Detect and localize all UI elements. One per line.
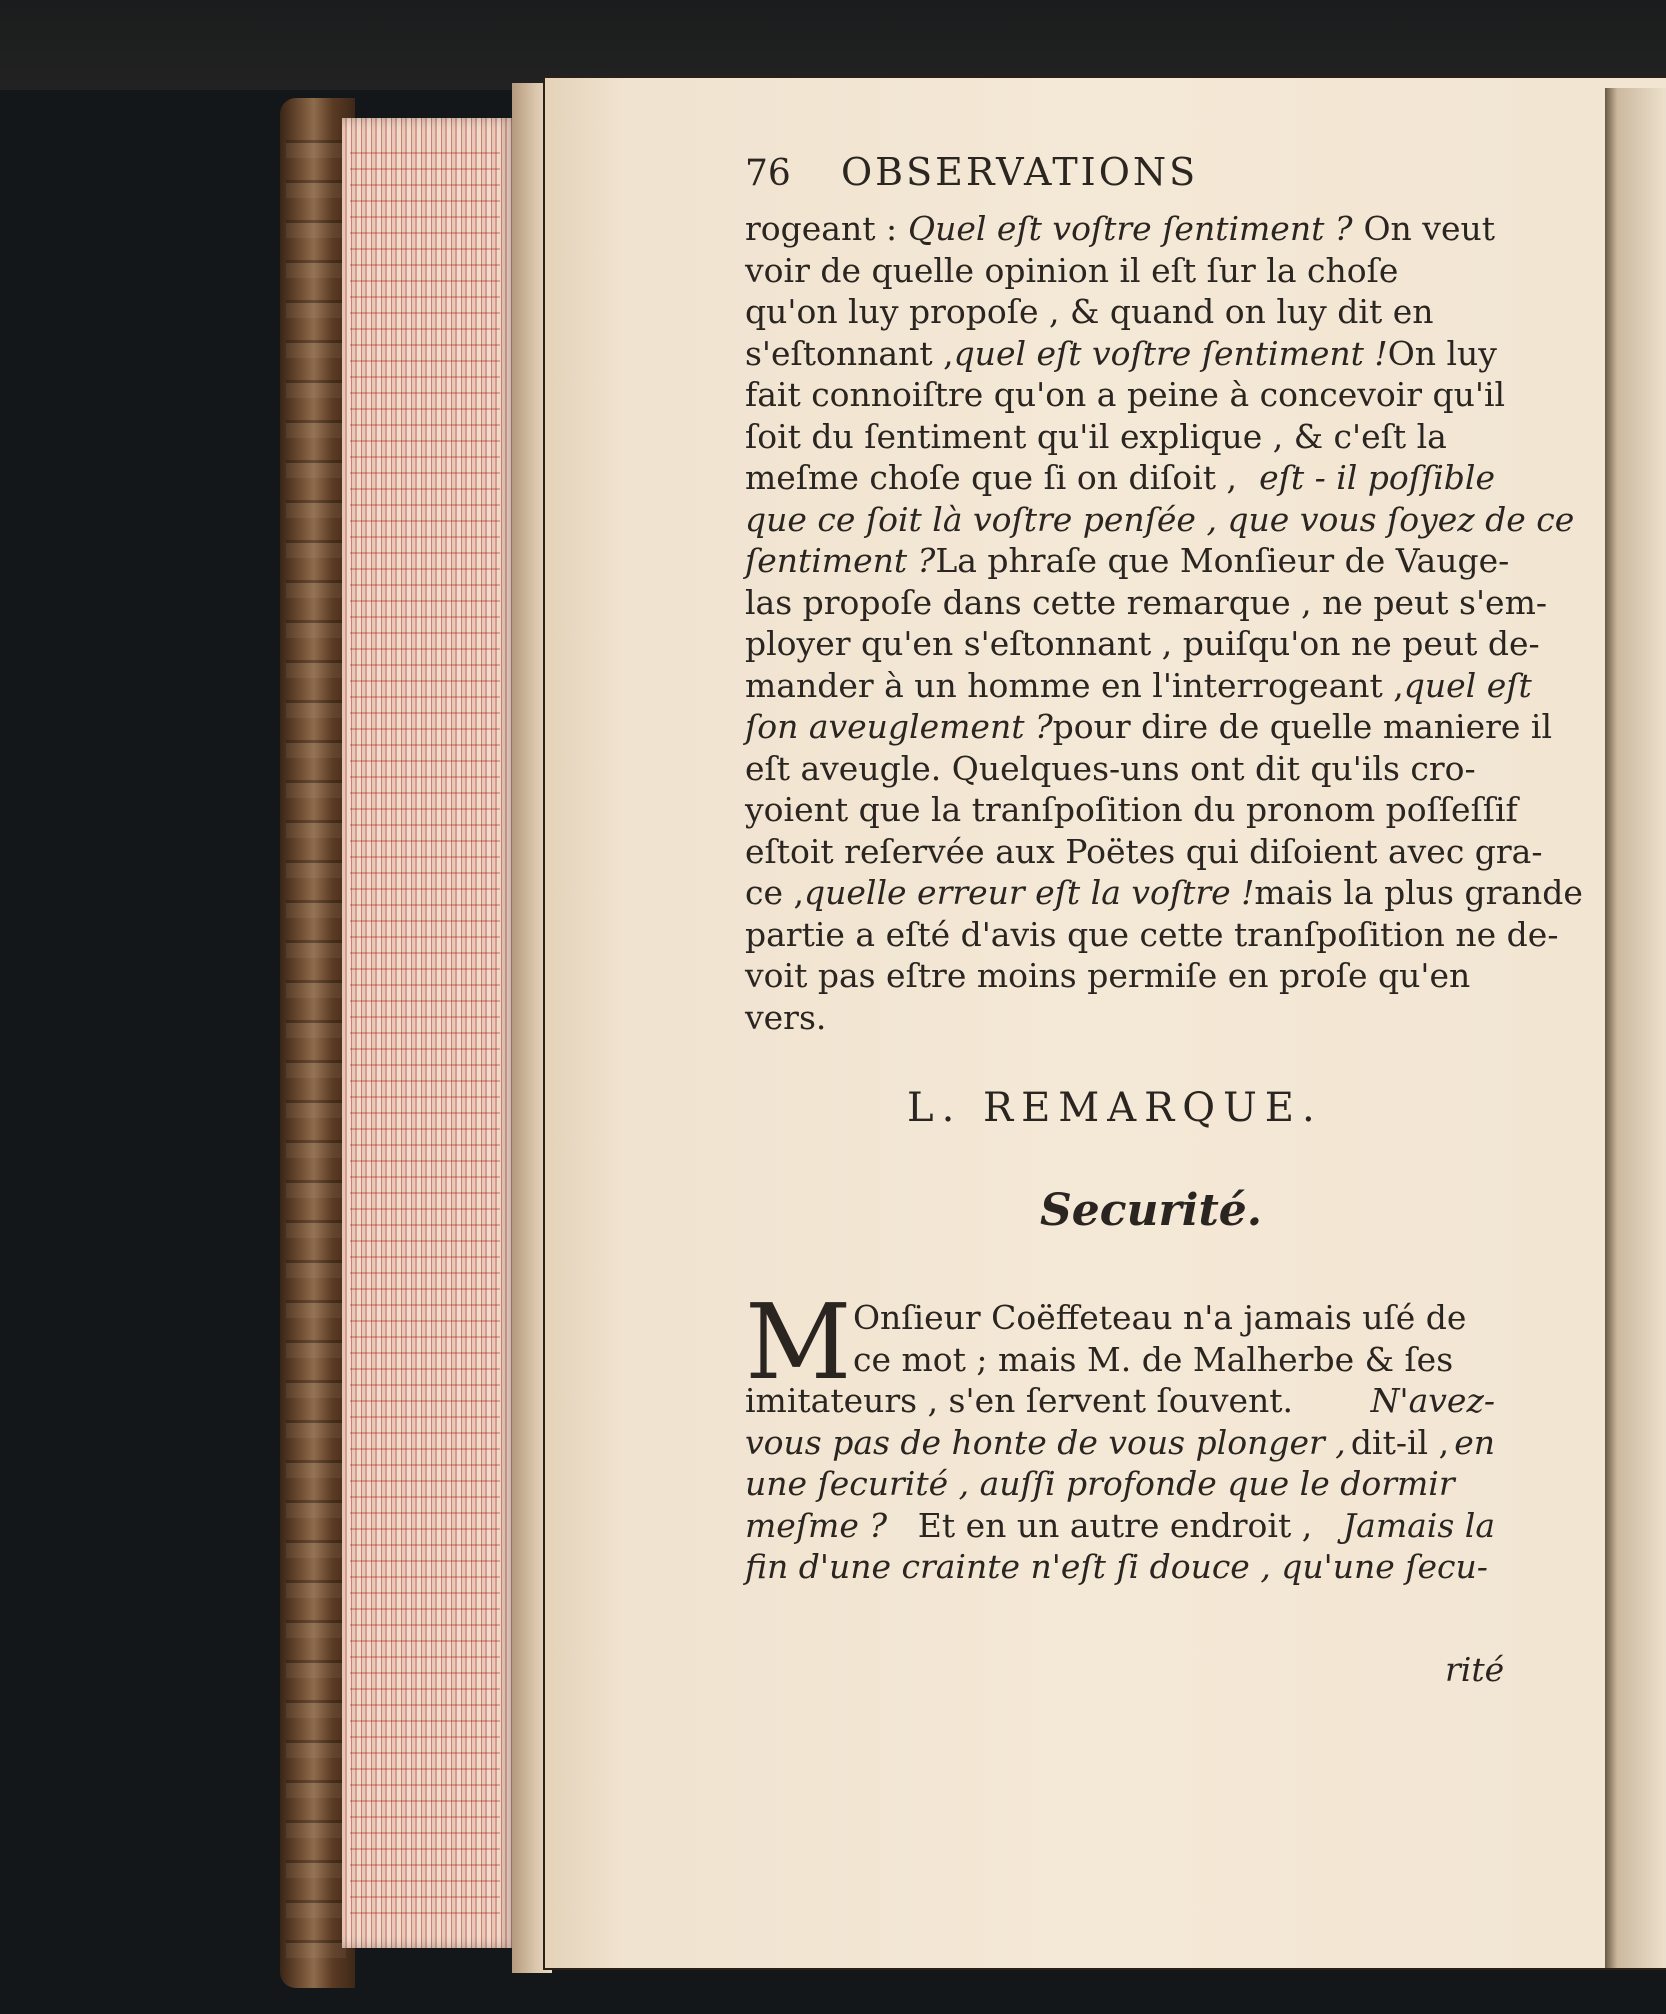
text-line — [745, 1297, 1495, 1339]
text-line — [745, 1463, 1495, 1505]
text-run: partie a eſté d'avis que cette tranſpoſition ne de- — [745, 914, 1559, 954]
text-line — [745, 582, 1548, 624]
catchword: rité — [1445, 1650, 1505, 1689]
italic-run: ſentiment ? — [745, 541, 936, 580]
text-line — [745, 291, 1495, 333]
second-paragraph — [745, 1297, 1495, 1588]
text-line — [745, 333, 1495, 375]
text-run: ployer qu'en s'eſtonnant , puiſqu'on ne peut de- — [745, 624, 1540, 663]
cover-texture — [286, 118, 346, 1958]
text-line — [745, 623, 1540, 665]
text-line — [745, 208, 1495, 250]
text-run: ſoit du ſentiment qu'il explique , & c'eſt la — [745, 416, 1447, 456]
italic-run: en — [1454, 1422, 1495, 1462]
text-line — [745, 914, 1559, 956]
text-run: voir de quelle opinion il eſt ſur la choſe — [745, 250, 1399, 290]
page-text — [745, 150, 1583, 1038]
text-run: eſt aveugle. Quelques-uns ont dit qu'ils cro- — [745, 748, 1476, 788]
text-run: On luy — [1387, 333, 1497, 373]
text-run: las propoſe dans cette remarque , ne peut s'em- — [745, 582, 1548, 622]
italic-run: quel eſt — [1403, 665, 1532, 705]
italic-run: Jamais la — [1342, 1505, 1495, 1545]
text-run: ce , — [745, 873, 804, 912]
text-run: Et en un autre endroit , — [917, 1505, 1313, 1545]
text-line — [745, 997, 1495, 1039]
text-run: voit pas eſtre moins permiſe en proſe qu'en — [745, 956, 1471, 995]
text-run: mander à un homme en l'interrogeant , — [745, 665, 1404, 705]
text-run: meſme choſe que ſi on diſoit , — [745, 458, 1238, 497]
text-line — [745, 789, 1518, 831]
text-run: fait connoiſtre qu'on a peine à concevoir qu'il — [745, 375, 1506, 414]
text-line — [745, 1339, 1495, 1381]
facing-page-edge — [1605, 88, 1666, 1968]
italic-run: quelle erreur eſt la voſtre ! — [804, 873, 1255, 912]
italic-run: que ce ſoit là voſtre penſée , que vous ſoyez de ce — [745, 499, 1575, 539]
text-line — [745, 706, 1553, 748]
italic-run: fin d'une crainte n'eſt ſi douce , qu'une ſecu- — [745, 1547, 1488, 1586]
text-run: ce mot ; mais M. de Malherbe & ſes — [853, 1339, 1454, 1379]
text-line — [745, 540, 1510, 582]
drop-capital: M — [745, 1281, 852, 1403]
italic-run: vous pas de honte de vous plonger , — [745, 1422, 1346, 1462]
backdrop — [0, 0, 1666, 90]
italic-run: N'avez- — [1370, 1381, 1495, 1420]
italic-run: Quel eſt voſtre ſentiment ? — [908, 209, 1353, 248]
text-run: Onſieur Coëffeteau n'a jamais uſé de — [853, 1298, 1467, 1337]
text-line — [745, 748, 1495, 790]
text-line — [745, 831, 1543, 873]
text-line — [745, 665, 1532, 707]
text-line — [745, 1380, 1495, 1422]
text-run: mais la plus grande — [1254, 873, 1583, 912]
section-title: Securité. — [1040, 1185, 1263, 1236]
text-run: imitateurs , s'en ſervent ſouvent. — [745, 1381, 1294, 1420]
text-line — [745, 1422, 1495, 1464]
italic-run: eſt - il poſſible — [1259, 458, 1495, 497]
running-title: OBSERVATIONS — [841, 150, 1199, 194]
text-run: dit-il , — [1350, 1422, 1450, 1462]
text-line — [745, 457, 1495, 499]
text-run: La phraſe que Monſieur de Vauge- — [935, 541, 1510, 580]
text-run: s'eſtonnant , — [745, 333, 954, 373]
sprinkled-edges — [350, 138, 500, 1928]
italic-run: une ſecurité , auſſi profonde que le dormir — [745, 1464, 1455, 1503]
text-line — [745, 1505, 1495, 1547]
page-header — [745, 150, 1495, 208]
text-line — [745, 250, 1495, 292]
text-line — [745, 416, 1495, 458]
text-run: qu'on luy propoſe , & quand on luy dit en — [745, 292, 1434, 331]
text-run: rogeant : — [745, 209, 898, 248]
page-number: 76 — [745, 153, 791, 194]
text-run: vers. — [745, 997, 827, 1037]
text-line — [745, 955, 1495, 997]
text-run: eſtoit reſervée aux Poëtes qui diſoient avec gra- — [745, 831, 1543, 871]
text-line — [745, 499, 1575, 541]
text-line — [745, 872, 1583, 914]
remarque-heading: L. REMARQUE. — [907, 1085, 1323, 1131]
text-run: pour dire de quelle maniere il — [1052, 707, 1553, 746]
text-line — [745, 374, 1506, 416]
text-run: On veut — [1363, 209, 1495, 248]
text-run: yoient que la tranſpoſition du pronom poſſeſſif — [745, 790, 1518, 829]
text-line — [745, 1546, 1495, 1588]
italic-run: meſme ? — [745, 1505, 888, 1545]
italic-run: ſon aveuglement ? — [745, 707, 1053, 746]
italic-run: quel eſt voſtre ſentiment ! — [953, 333, 1388, 373]
